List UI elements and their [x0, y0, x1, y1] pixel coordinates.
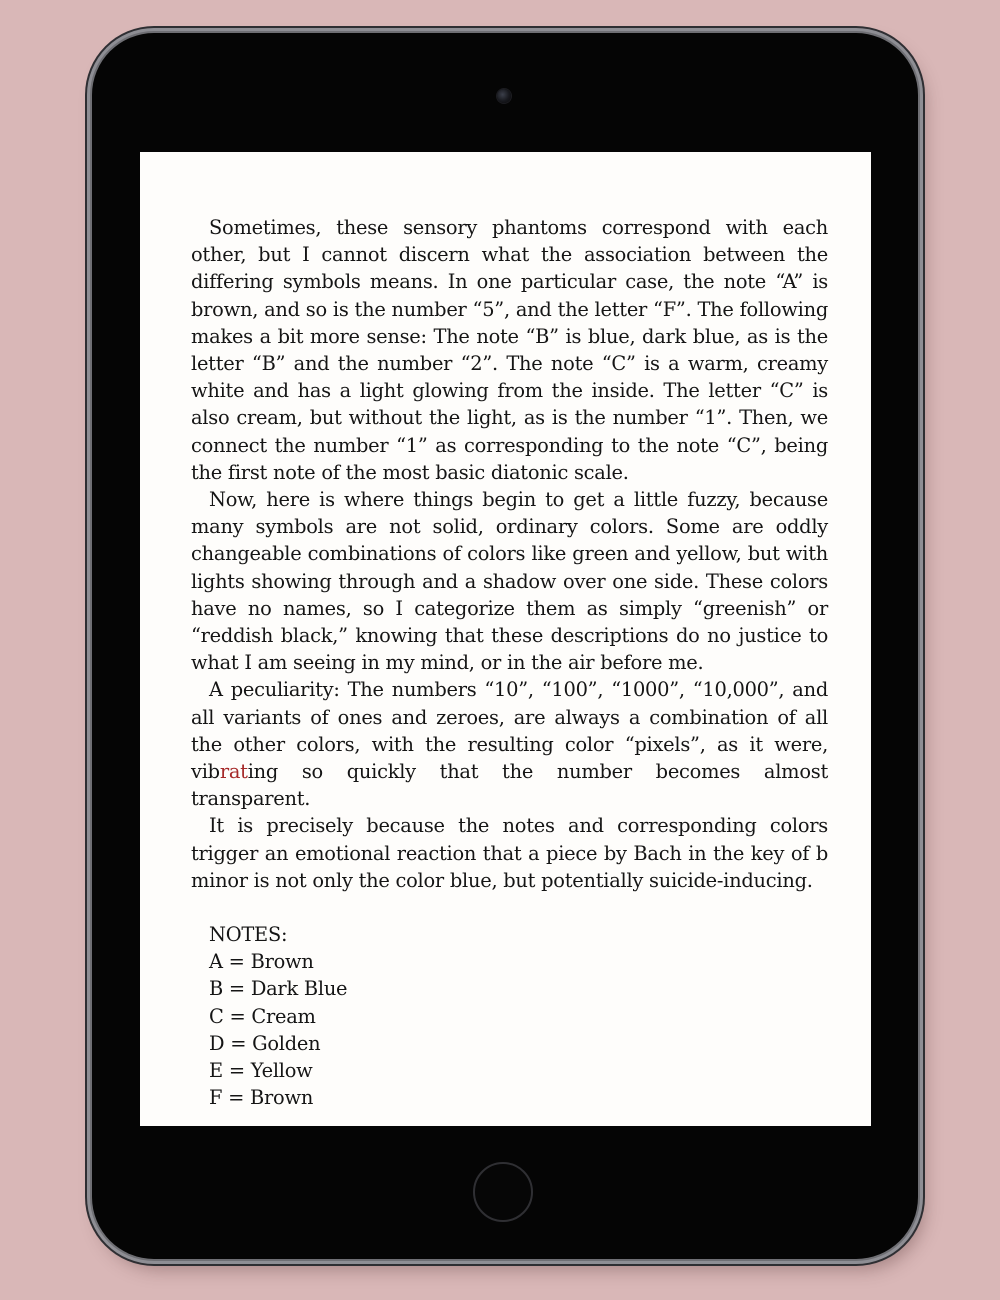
home-button[interactable]	[473, 1162, 533, 1222]
front-camera	[497, 89, 511, 103]
paragraph-4: It is precisely because the notes and corresponding colors trigger an emotional reaction that a piece by Bach in the key of b minor is not only the color blue, but potentially suicide-inducing.	[191, 814, 828, 892]
note-item-d: D = Golden	[209, 1031, 321, 1055]
paragraph-2: Now, here is where things begin to get a little fuzzy, because many symbols are not solid, ordinary colors. Some are oddly changeable combinations of colors like green and yellow, but with lights showing through and a shadow over one side. These colors have no names, so I categorize them as simply “greenish” or “reddish black,” knowing that these descriptions do no justice to what I am seeing in my mind, or in the air before me.	[191, 488, 828, 675]
notes-heading: NOTES:	[209, 923, 288, 947]
reader-screen[interactable]	[140, 152, 871, 1126]
note-item-e: E = Yellow	[209, 1059, 313, 1083]
tablet-device	[92, 33, 918, 1259]
highlighted-text: rat	[219, 760, 248, 784]
paragraph-3	[191, 676, 828, 812]
paragraph-1: Sometimes, these sensory phantoms correspond with each other, but I cannot discern what the association between the differing symbols means. In one particular case, the note “A” is brown, and so is the number “5”, and the letter “F”. The following makes a bit more sense: The note “B” is blue, dark blue, as is the letter “B” and the number “2”. The note “C” is a warm, creamy white and has a light glowing from the inside. The letter “C” is also cream, but without the light, as is the number “1”. Then, we connect the number “1” as corresponding to the note “C”, being the first note of the most basic diatonic scale.	[191, 216, 828, 484]
paragraph-3-after: ing so quickly that the number becomes almost transparent.	[191, 760, 828, 811]
notes-section	[191, 921, 828, 1111]
note-item-b: B = Dark Blue	[209, 977, 348, 1001]
note-item-c: C = Cream	[209, 1004, 316, 1028]
note-item-a: A = Brown	[209, 950, 314, 974]
book-page	[191, 214, 828, 1112]
note-item-f: F = Brown	[209, 1086, 314, 1110]
paragraph-3-before: A peculiarity: The numbers “10”, “100”, “1000”, “10,000”, and all variants of ones and zeroes, are always a combination of all the other colors, with the resulting color “pixels”, as it were, vib	[191, 678, 828, 784]
